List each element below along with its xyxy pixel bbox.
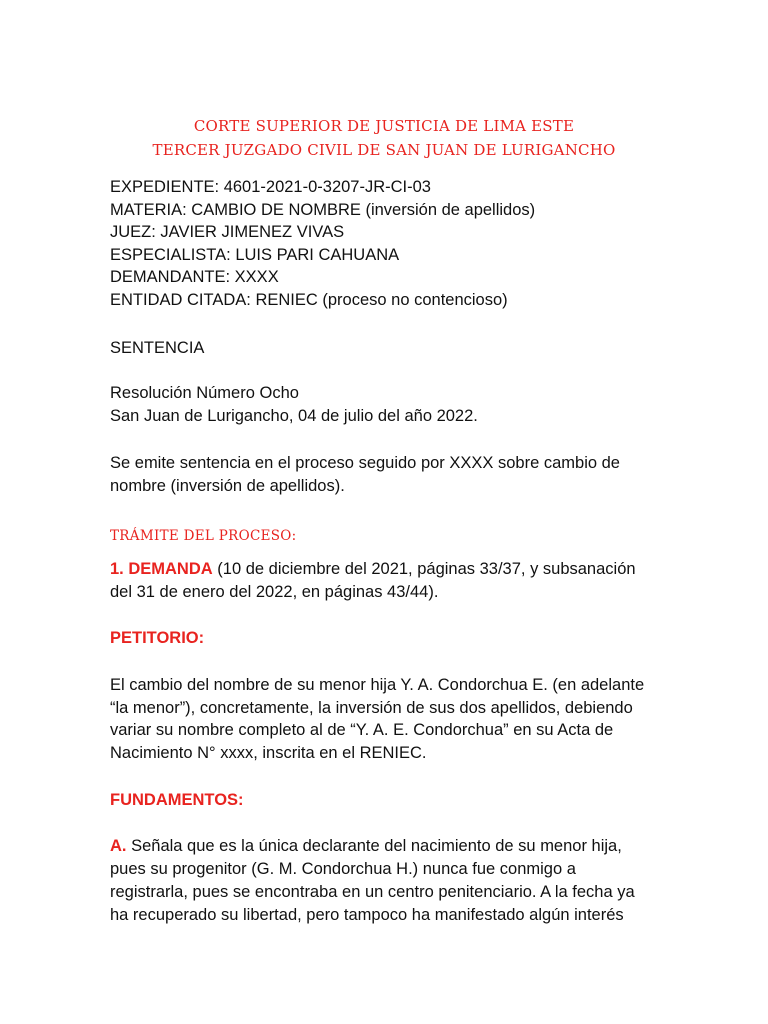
petitorio-line-4: Nacimiento N° xxxx, inscrita en el RENIEC.: [110, 744, 427, 762]
intro-line-1: Se emite sentencia en el proceso seguido por XXXX sobre cambio de: [110, 454, 620, 472]
petitorio-line-3: variar su nombre completo al de “Y. A. E. Condorchua” en su Acta de: [110, 721, 614, 739]
case-demandante: DEMANDANTE: XXXX: [110, 268, 279, 286]
tribunal-heading: TERCER JUZGADO CIVIL DE SAN JUAN DE LURIGANCHO: [152, 141, 616, 159]
fundamento-a-line-3: registrarla, pues se encontraba en un centro penitenciario. A la fecha ya: [110, 883, 635, 901]
case-expediente: EXPEDIENTE: 4601-2021-0-3207-JR-CI-03: [110, 178, 431, 196]
petitorio-line-2: “la menor”), concretamente, la inversión de sus dos apellidos, debiendo: [110, 699, 633, 717]
case-juez: JUEZ: JAVIER JIMENEZ VIVAS: [110, 223, 345, 241]
petitorio-line-1: El cambio del nombre de su menor hija Y. A. Condorchua E. (en adelante: [110, 676, 645, 694]
fundamento-a-label: A.: [110, 837, 127, 855]
fundamento-a-line-4: ha recuperado su libertad, pero tampoco ha manifestado algún interés: [110, 906, 624, 924]
court-heading: CORTE SUPERIOR DE JUSTICIA DE LIMA ESTE: [193, 117, 575, 135]
demanda-line-2: del 31 de enero del 2022, en páginas 43/44).: [110, 583, 439, 601]
fundamentos-title: FUNDAMENTOS:: [110, 791, 244, 809]
tramite-title: TRÁMITE DEL PROCESO:: [110, 528, 297, 544]
fundamento-a-line-1-rest: Señala que es la única declarante del nacimiento de su menor hija,: [126, 837, 622, 855]
petitorio-title: PETITORIO:: [110, 629, 205, 647]
resolution-place-date: San Juan de Lurigancho, 04 de julio del año 2022.: [110, 407, 478, 425]
demanda-line-1: [110, 560, 636, 579]
fundamento-a-line-2: pues su progenitor (G. M. Condorchua H.) nunca fue conmigo a: [110, 860, 576, 878]
demanda-label: 1. DEMANDA: [110, 560, 213, 578]
intro-line-2: nombre (inversión de apellidos).: [110, 477, 345, 495]
fundamento-a-line-1: [110, 837, 622, 856]
case-entidad-citada: ENTIDAD CITADA: RENIEC (proceso no contencioso): [110, 291, 508, 309]
demanda-line-1-rest: (10 de diciembre del 2021, páginas 33/37, y subsanación: [212, 560, 636, 578]
case-materia: MATERIA: CAMBIO DE NOMBRE (inversión de apellidos): [110, 201, 536, 219]
resolution-number: Resolución Número Ocho: [110, 384, 299, 402]
sentence-label: SENTENCIA: [110, 339, 205, 357]
case-especialista: ESPECIALISTA: LUIS PARI CAHUANA: [110, 246, 400, 264]
